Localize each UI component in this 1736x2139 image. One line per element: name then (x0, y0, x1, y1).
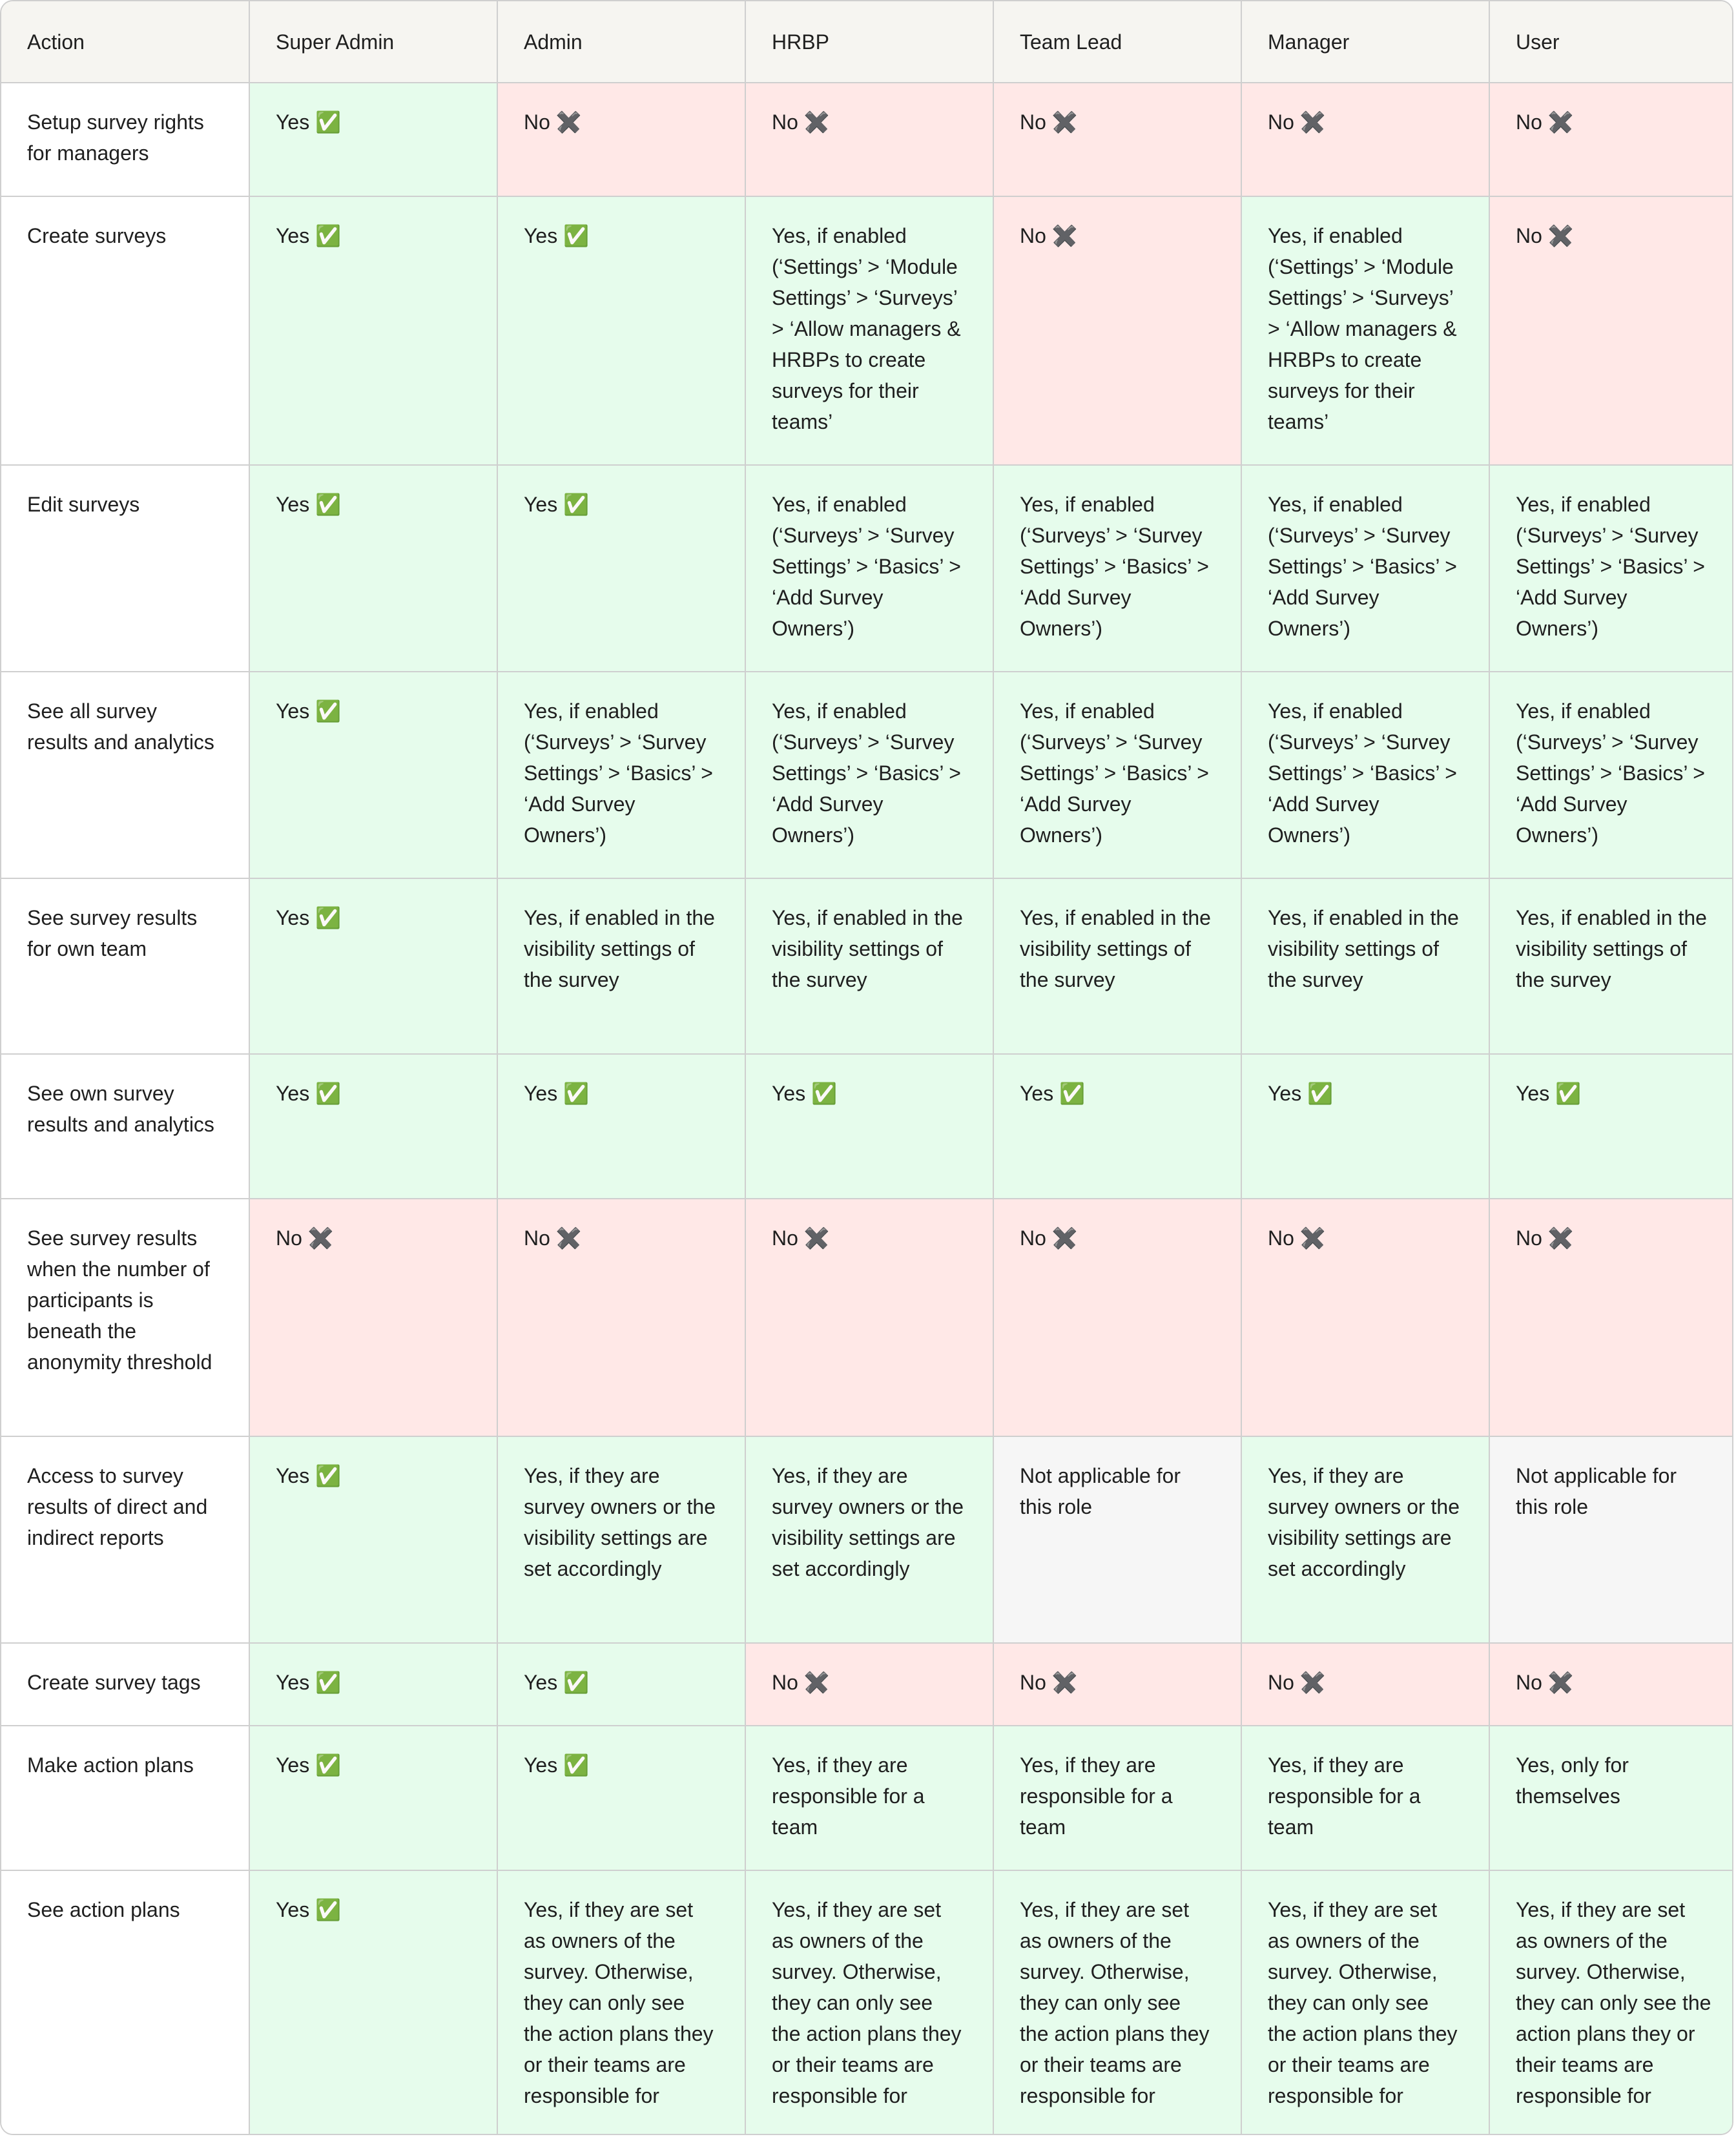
permission-cell-team-lead: Yes, if enabled (‘Surveys’ > ‘Survey Settings’ > ‘Basics’ > ‘Add Survey Owners’) (993, 672, 1241, 878)
permission-cell-hrbp: Yes, if enabled in the visibility settings of the survey (745, 878, 993, 1054)
table-row (1, 1054, 1733, 1199)
table-row (1, 1870, 1733, 2135)
permission-cell-team-lead: Yes, if they are responsible for a team (993, 1726, 1241, 1870)
permission-cell-manager: No ✖️ (1241, 83, 1489, 196)
permission-cell-team-lead: No ✖️ (993, 1199, 1241, 1436)
permission-cell-hrbp: Yes, if enabled (‘Settings’ > ‘Module Settings’ > ‘Surveys’ > ‘Allow managers & HRBPs to create surveys for their teams’ (745, 196, 993, 465)
action-cell: Make action plans (1, 1726, 249, 1870)
permission-cell-manager: Yes, if they are survey owners or the visibility settings are set accordingly (1241, 1436, 1489, 1643)
permission-cell-manager: Yes ✅ (1241, 1054, 1489, 1199)
permission-cell-user: Yes, if enabled (‘Surveys’ > ‘Survey Settings’ > ‘Basics’ > ‘Add Survey Owners’) (1489, 465, 1733, 672)
header-row (1, 1, 1733, 83)
table-row (1, 672, 1733, 878)
permission-cell-manager: No ✖️ (1241, 1643, 1489, 1726)
permission-cell-super-admin: Yes ✅ (249, 83, 497, 196)
header-user: User (1489, 1, 1733, 83)
permission-cell-user: Yes ✅ (1489, 1054, 1733, 1199)
permission-cell-user: No ✖️ (1489, 196, 1733, 465)
action-cell: Setup survey rights for managers (1, 83, 249, 196)
permission-cell-user: No ✖️ (1489, 1643, 1733, 1726)
permission-cell-super-admin: Yes ✅ (249, 878, 497, 1054)
permission-cell-user: No ✖️ (1489, 83, 1733, 196)
permission-cell-hrbp: Yes, if they are survey owners or the visibility settings are set accordingly (745, 1436, 993, 1643)
permission-cell-hrbp: No ✖️ (745, 83, 993, 196)
header-team-lead: Team Lead (993, 1, 1241, 83)
permission-cell-admin: Yes ✅ (497, 196, 745, 465)
permission-cell-user: Yes, if enabled (‘Surveys’ > ‘Survey Settings’ > ‘Basics’ > ‘Add Survey Owners’) (1489, 672, 1733, 878)
permission-cell-user: Yes, only for themselves (1489, 1726, 1733, 1870)
permission-cell-hrbp: Yes, if they are set as owners of the survey. Otherwise, they can only see the action plans they or their teams are responsible for (745, 1870, 993, 2135)
permission-cell-manager: Yes, if they are responsible for a team (1241, 1726, 1489, 1870)
action-cell: See survey results for own team (1, 878, 249, 1054)
table-row (1, 1436, 1733, 1643)
table-row (1, 83, 1733, 196)
permission-cell-hrbp: Yes ✅ (745, 1054, 993, 1199)
permission-cell-manager: Yes, if enabled in the visibility settings of the survey (1241, 878, 1489, 1054)
permission-cell-team-lead: Yes, if enabled (‘Surveys’ > ‘Survey Settings’ > ‘Basics’ > ‘Add Survey Owners’) (993, 465, 1241, 672)
permission-cell-super-admin: Yes ✅ (249, 1726, 497, 1870)
permission-cell-super-admin: Yes ✅ (249, 1436, 497, 1643)
action-cell: Create survey tags (1, 1643, 249, 1726)
header-super-admin: Super Admin (249, 1, 497, 83)
permission-cell-admin: No ✖️ (497, 83, 745, 196)
action-cell: See own survey results and analytics (1, 1054, 249, 1199)
permission-cell-admin: No ✖️ (497, 1199, 745, 1436)
permission-cell-admin: Yes ✅ (497, 1643, 745, 1726)
action-cell: Edit surveys (1, 465, 249, 672)
header-action: Action (1, 1, 249, 83)
table-row (1, 1199, 1733, 1436)
table-row (1, 196, 1733, 465)
action-cell: Create surveys (1, 196, 249, 465)
permission-cell-super-admin: Yes ✅ (249, 1643, 497, 1726)
permission-cell-team-lead: No ✖️ (993, 83, 1241, 196)
permission-cell-team-lead: Not applicable for this role (993, 1436, 1241, 1643)
permission-cell-user: Yes, if enabled in the visibility settings of the survey (1489, 878, 1733, 1054)
header-manager: Manager (1241, 1, 1489, 83)
permission-cell-user: Not applicable for this role (1489, 1436, 1733, 1643)
table-row (1, 1726, 1733, 1870)
action-cell: See all survey results and analytics (1, 672, 249, 878)
permission-cell-manager: Yes, if enabled (‘Settings’ > ‘Module Settings’ > ‘Surveys’ > ‘Allow managers & HRBPs to create surveys for their teams’ (1241, 196, 1489, 465)
permission-cell-super-admin: Yes ✅ (249, 196, 497, 465)
table-row (1, 1643, 1733, 1726)
permission-cell-hrbp: No ✖️ (745, 1643, 993, 1726)
action-cell: Access to survey results of direct and indirect reports (1, 1436, 249, 1643)
action-cell: See action plans (1, 1870, 249, 2135)
permission-cell-hrbp: Yes, if enabled (‘Surveys’ > ‘Survey Settings’ > ‘Basics’ > ‘Add Survey Owners’) (745, 465, 993, 672)
permission-cell-manager: No ✖️ (1241, 1199, 1489, 1436)
permission-cell-team-lead: Yes, if they are set as owners of the survey. Otherwise, they can only see the action plans they or their teams are responsible for (993, 1870, 1241, 2135)
header-hrbp: HRBP (745, 1, 993, 83)
permission-cell-team-lead: Yes, if enabled in the visibility settings of the survey (993, 878, 1241, 1054)
permissions-table (1, 1, 1733, 2135)
permission-cell-user: No ✖️ (1489, 1199, 1733, 1436)
permission-cell-super-admin: No ✖️ (249, 1199, 497, 1436)
permission-cell-super-admin: Yes ✅ (249, 465, 497, 672)
permission-cell-manager: Yes, if they are set as owners of the survey. Otherwise, they can only see the action plans they or their teams are responsible for (1241, 1870, 1489, 2135)
permission-cell-hrbp: No ✖️ (745, 1199, 993, 1436)
permission-cell-admin: Yes, if enabled (‘Surveys’ > ‘Survey Settings’ > ‘Basics’ > ‘Add Survey Owners’) (497, 672, 745, 878)
permission-cell-admin: Yes, if they are survey owners or the visibility settings are set accordingly (497, 1436, 745, 1643)
permission-cell-super-admin: Yes ✅ (249, 672, 497, 878)
permission-cell-admin: Yes ✅ (497, 1726, 745, 1870)
action-cell: See survey results when the number of participants is beneath the anonymity threshold (1, 1199, 249, 1436)
permission-cell-user: Yes, if they are set as owners of the survey. Otherwise, they can only see the action plans they or their teams are responsible for (1489, 1870, 1733, 2135)
permission-cell-hrbp: Yes, if they are responsible for a team (745, 1726, 993, 1870)
table-row (1, 878, 1733, 1054)
table-body (1, 83, 1733, 2135)
permission-cell-team-lead: No ✖️ (993, 196, 1241, 465)
permission-cell-super-admin: Yes ✅ (249, 1054, 497, 1199)
permission-cell-team-lead: Yes ✅ (993, 1054, 1241, 1199)
permission-cell-super-admin: Yes ✅ (249, 1870, 497, 2135)
permission-cell-manager: Yes, if enabled (‘Surveys’ > ‘Survey Settings’ > ‘Basics’ > ‘Add Survey Owners’) (1241, 465, 1489, 672)
table-row (1, 465, 1733, 672)
permission-cell-team-lead: No ✖️ (993, 1643, 1241, 1726)
permission-cell-admin: Yes ✅ (497, 1054, 745, 1199)
header-admin: Admin (497, 1, 745, 83)
permission-cell-admin: Yes ✅ (497, 465, 745, 672)
permission-cell-hrbp: Yes, if enabled (‘Surveys’ > ‘Survey Settings’ > ‘Basics’ > ‘Add Survey Owners’) (745, 672, 993, 878)
permission-cell-manager: Yes, if enabled (‘Surveys’ > ‘Survey Settings’ > ‘Basics’ > ‘Add Survey Owners’) (1241, 672, 1489, 878)
permission-cell-admin: Yes, if enabled in the visibility settings of the survey (497, 878, 745, 1054)
permission-cell-admin: Yes, if they are set as owners of the survey. Otherwise, they can only see the action plans they or their teams are responsible for (497, 1870, 745, 2135)
